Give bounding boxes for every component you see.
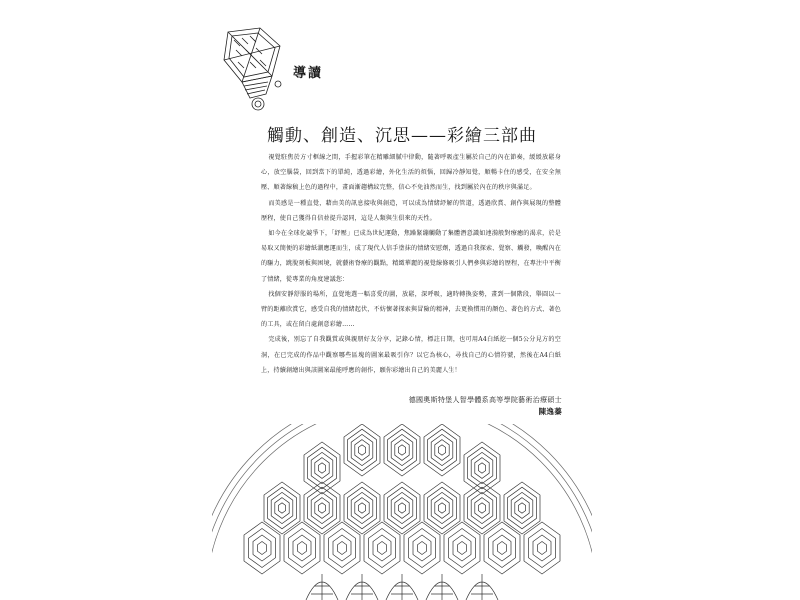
corner-ornament-illustration (220, 26, 290, 116)
page-title: 觸動、創造、沉思——彩繪三部曲 (267, 126, 537, 146)
author-affiliation: 德國奧斯特堡人智學體系高等學院藝術治療碩士 (408, 396, 562, 404)
paragraph: 視覺駐焦於方寸框線之間，手握彩筆在精雕細膩中律動，隨著呼吸產生屬於自己的內在節奏，緩緩放鬆身心，放空腦袋，回到當下的單純，透過彩繪，外化生活的煩惱，回歸冷靜知覺，順暢卡住的感受，在安全無壓、順著線稿上色的過程中，畫面漸趨構紋完整，信心不免油然而生，找到屬於內在的秩序與滿足。 (261, 154, 561, 192)
section-label: 導讀 (293, 66, 324, 81)
author-name: 陳逸蓁 (538, 407, 562, 416)
mandala-pattern-illustration (212, 424, 592, 600)
paragraph: 如今在全球化競爭下，「紓壓」已成為世紀運動，焦躁緊繃觸動了集體潛意識如連漪般對療癒的渴求，於是易取又簡便的彩繪紙潮應運而生，成了現代人信手塗抹的情緒安慰劑，透過自我探索、覺察、觸發，喚醒內在的驅力，跳脫刻板與困境，就藝術脊療的觀點，精緻華麗的視覺線條吸引人們參與彩繪的歷程，在專注中平衡了情緒，從專業的角度建議您： (261, 230, 561, 283)
body-text (261, 150, 561, 378)
paragraph: 而美感是一種直覺，藉由美的訊息接收與創造，可以成為情緒紓解的管道，透過欣賞、創作與展現的整體歷程，使自己獲得自信並提升認同，這是人類與生俱來的天性。 (261, 199, 561, 222)
attribution (409, 394, 562, 418)
paragraph: 找個安靜舒服的場所，直覺地選一幅喜愛的圖，放鬆，深呼吸，適時轉換姿勢，畫到一個階段，舉圓以一臂的距離欣賞它，感受自我的情緒起伏，不妨懷著探索與冒險的精神，去更換慣用的顏色、著色的方式、著色的工具，或在留白處創意彩繪…… (261, 290, 561, 329)
paragraph: 完成後，別忘了自我觀賞或與親朋好友分享，記錄心情，標註日期，也可用A4白紙挖一個5公分見方的空洞，在已完成的作品中觀察哪些區塊的圖案最吸引你？以它為核心，尋找自己的心情符號，然後在A4白紙上，持續創繪出與該圖案最能呼應的創作，願你彩繪出自己的美麗人生！ (261, 336, 561, 374)
book-page (212, 0, 592, 600)
